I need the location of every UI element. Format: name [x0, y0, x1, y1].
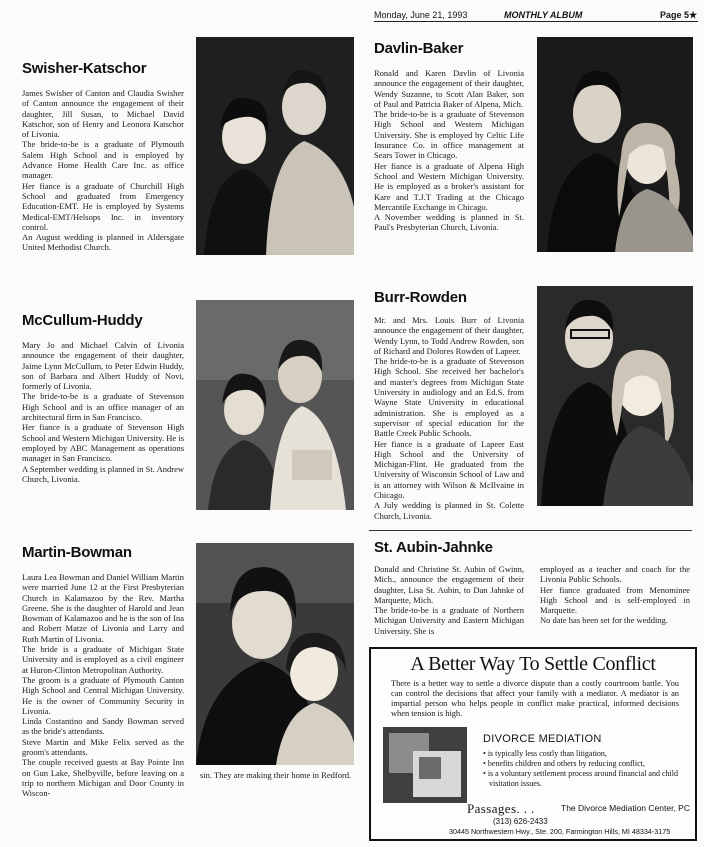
- story-title: Davlin-Baker: [374, 40, 464, 57]
- abstract-graphic-icon: [383, 727, 467, 803]
- story-body: Laura Lea Bowman and Daniel William Martin were married June 12 at the First Presbyterian Church in Kalamazoo by the Rev. Martha Greene. She is the daughter of Harold and Jean Bowman of Kalamazoo and he is the son of Ina and Robert Matze of Livonia and Larry and Ruth Martin of Livonia. The bride is a graduate of Michigan State University and is employed as a civil engineer at Huron-Clinton Metropolitan Authority. The groom is a graduate of Plymouth Canton High School and Central Michigan University. He is the owner of Community Security in Livonia. Linda Costantino and Sandy Bowman served as the bride's attendants. Steve Martin and Mike Felix served as the groom's attendants. The couple received guests at Bay Pointe Inn on Gun Lake, Shelbyville, before leaving on a trip to northern Michigan and Door County in Wiscon-: [22, 572, 184, 799]
- benefit-item: • is typically less costly than litigation,: [483, 749, 688, 759]
- center-name: The Divorce Mediation Center, PC: [561, 803, 690, 813]
- benefit-item: • benefits children and others by reducing conflict,: [483, 759, 688, 769]
- story-body-continued: sin. They are making their home in Redford.: [200, 770, 352, 780]
- ad-headline: A Better Way To Settle Conflict: [410, 653, 656, 675]
- story-body: James Swisher of Canton and Claudia Swisher of Canton announce the engagement of their daughter, Jill Susan, to Michael David Katschor, son of Henry and Leonora Katschor of Livonia. The bride-to-be is a graduate of Plymouth Salem High School and is employed by Advance Home Health Care Inc. as office manager. Her fiance is a graduate of Churchill High School and graduated from Emergency Education-EMT. He is employed by Systems Medical-EMT/Helsops Inc. in inventory control. An August wedding is planned in Aldersgate United Methodist Church.: [22, 88, 184, 253]
- benefit-list: [483, 749, 688, 789]
- story-body: Ronald and Karen Davlin of Livonia announce the engagement of their daughter, Wendy Suzanne, to Scott Alan Baker, son of Paul and Patricia Baker of Alpena, Mich. The bride-to-be is a graduate of Stevenson High School and Western Michigan University. She is employed by Celtic Life Insurance Co. in office management at Sears Tower in Chicago. Her fiance is a graduate of Alpena High School and Western Michigan University. He is employed as a broker's assistant for Kare and T.J.T Trading at the Chicago Mercantile Exchange in Chicago. A November wedding is planned in St. Paul's Presbyterian Church, Livonia.: [374, 68, 524, 233]
- issue-date: Monday, June 21, 1993: [374, 10, 468, 20]
- service-heading: DIVORCE MEDIATION: [483, 733, 602, 745]
- couple-photo: [196, 37, 354, 255]
- story-body: Mary Jo and Michael Calvin of Livonia announce the engagement of their daughter, Jaime Lynn McCullum, to Peter Edwin Huddy, son of Barbara and Albert Huddy of Novi, formerly of Livonia. The bride-to-be is a graduate of Stevenson High School and is an office manager of an architectural firm in San Francisco. Her fiance is a graduate of Stevenson High School and Western Michigan University. He is employed by ABC Management as operations manager in San Francisco. A September wedding is planned in St. Andrew Church, Livonia.: [22, 340, 184, 484]
- section-name: MONTHLY ALBUM: [504, 10, 583, 20]
- benefit-item: • is a voluntary settlement process around financial and child visitation issues.: [483, 769, 688, 789]
- story-body: Mr. and Mrs. Louis Burr of Livonia announce the engagement of their daughter, Wendy Lynn, to Todd Andrew Rowden, son of Richard and Dolores Rowden of Lapeer. The bride-to-be is a graduate of Stevenson High School. She received her bachelor's and master's degrees from Michigan State University in audiology and an Ed.S. from Wayne State University in educational administration. She is employed as a supervisor of special education for the Battle Creek Public Schools. Her fiance is a graduate of Lapeer East High School and the University of Michigan-Flint. He graduated from the University of Wisconsin School of Law and is an attorney with Wilson & McIlvaine in Chicago. A July wedding is planned in St. Colette Church, Livonia.: [374, 315, 524, 521]
- story-title: Burr-Rowden: [374, 289, 467, 306]
- couple-photo: [537, 37, 693, 252]
- couple-photo: [537, 286, 693, 506]
- section-divider: [369, 530, 692, 531]
- phone-number: (313) 626-2433: [493, 817, 548, 826]
- story-body-continued: employed as a teacher and coach for the Livonia Public Schools. Her fiance graduated from Menominee High School and is self-employed in Marquette. No date has been set for the wedding.: [540, 564, 690, 626]
- header-rule: [374, 21, 698, 22]
- story-title: Swisher-Katschor: [22, 60, 147, 77]
- story-body: Donald and Christine St. Aubin of Gwinn, Mich., announce the engagement of their daughter, Lisa St. Aubin, to Dan Jahnke of Marquette, Mich. The bride-to-be is a graduate of Northern Michigan University and Eastern Michigan University. She is: [374, 564, 524, 636]
- couple-photo: [196, 543, 354, 765]
- page-number: Page 5★: [660, 10, 698, 20]
- story-title: McCullum-Huddy: [22, 312, 143, 329]
- street-address: 30445 Northwestern Hwy., Ste. 200, Farmington Hills, MI 48334-3175: [449, 827, 671, 836]
- story-title: St. Aubin-Jahnke: [374, 539, 493, 556]
- brand-name: Passages. . .: [467, 801, 535, 816]
- couple-photo: [196, 300, 354, 510]
- mediation-advertisement: [369, 647, 697, 841]
- ad-intro-text: There is a better way to settle a divorce dispute than a costly courtroom battle. You can control the decisions that affect your family with a mediator. A mediator is an impartial person who helps people in conflict make practical, informed decisions when tension is high.: [391, 679, 679, 718]
- story-title: Martin-Bowman: [22, 544, 132, 561]
- page-header: [374, 10, 704, 22]
